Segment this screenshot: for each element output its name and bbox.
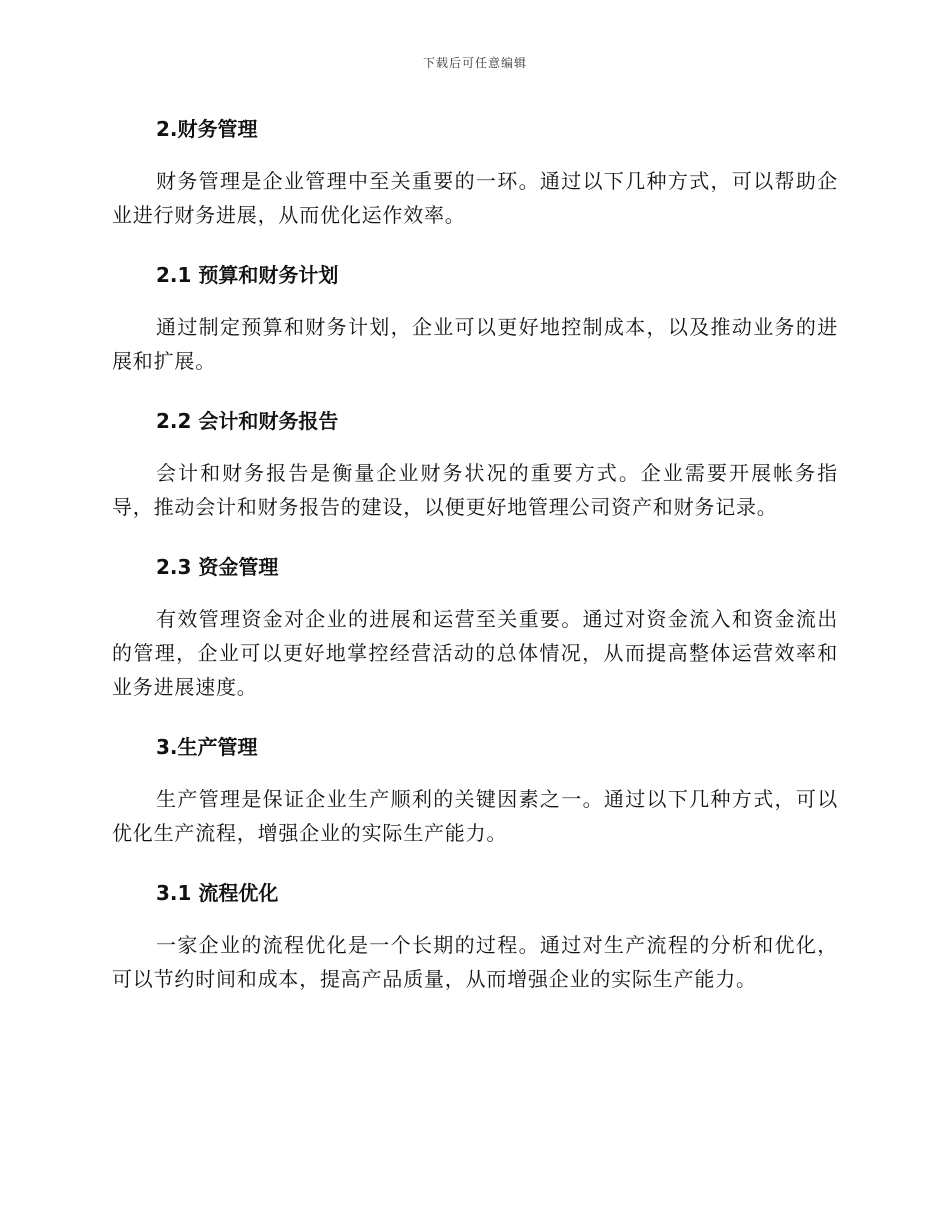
document-body — [112, 112, 838, 1022]
page-header: 下载后可任意编辑 — [422, 56, 527, 70]
section-heading-accounting: 2.2 会计和财务报告 — [156, 409, 339, 433]
section-paragraph-accounting: 会计和财务报告是衡量企业财务状况的重要方式。企业需要开展帐务指导，推动会计和财务报告的建设，以便更好地管理公司资产和财务记录。 — [112, 461, 838, 519]
section-heading-production: 3.生产管理 — [156, 735, 258, 759]
section-heading-process: 3.1 流程优化 — [156, 881, 279, 905]
section-heading-budget: 2.1 预算和财务计划 — [156, 263, 339, 287]
section-paragraph-budget: 通过制定预算和财务计划，企业可以更好地控制成本，以及推动业务的进展和扩展。 — [112, 315, 838, 373]
section-paragraph-cash: 有效管理资金对企业的进展和运营至关重要。通过对资金流入和资金流出的管理，企业可以更好地掌控经营活动的总体情况，从而提高整体运营效率和业务进展速度。 — [112, 607, 838, 699]
section-paragraph-production: 生产管理是保证企业生产顺利的关键因素之一。通过以下几种方式，可以优化生产流程，增强企业的实际生产能力。 — [112, 787, 838, 845]
section-heading-finance: 2.财务管理 — [156, 117, 258, 141]
section-paragraph-finance: 财务管理是企业管理中至关重要的一环。通过以下几种方式，可以帮助企业进行财务进展，从而优化运作效率。 — [112, 169, 838, 227]
section-heading-cash: 2.3 资金管理 — [156, 555, 279, 579]
section-paragraph-process: 一家企业的流程优化是一个长期的过程。通过对生产流程的分析和优化，可以节约时间和成本，提高产品质量，从而增强企业的实际生产能力。 — [112, 933, 838, 991]
